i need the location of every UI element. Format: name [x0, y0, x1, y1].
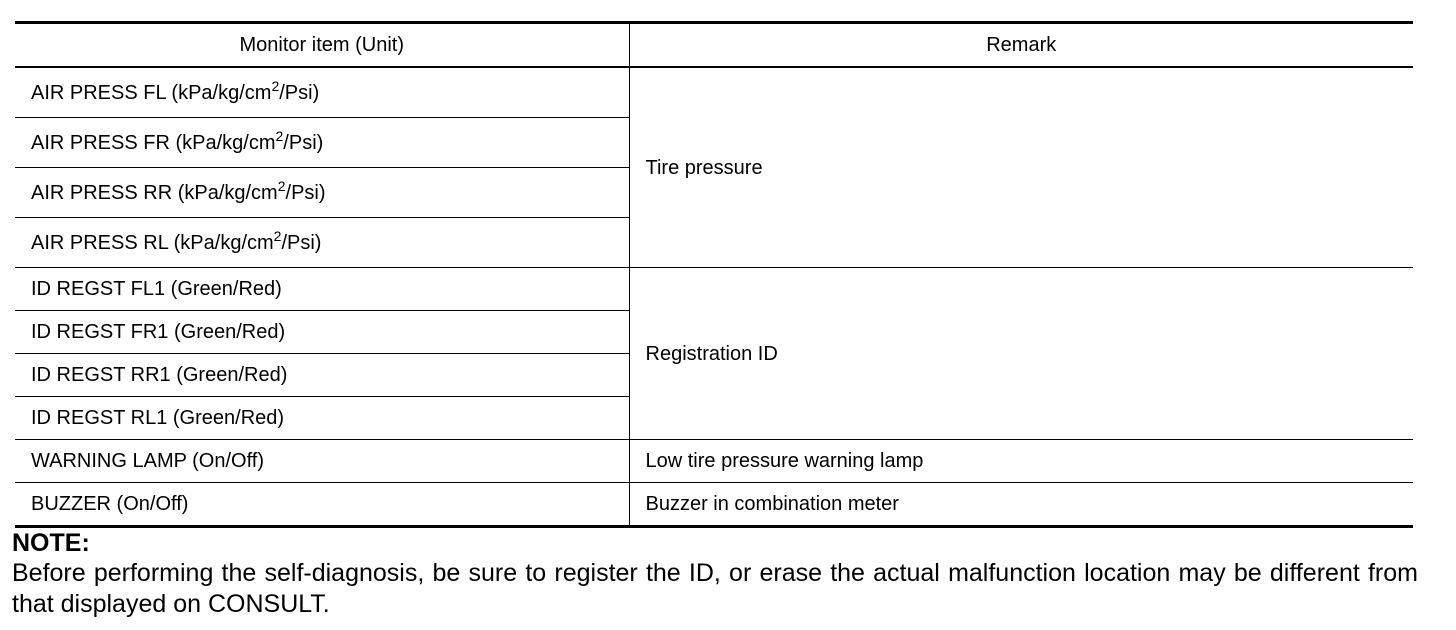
- monitor-item-cell: ID REGST FR1 (Green/Red): [15, 311, 629, 354]
- monitor-item-table: [15, 21, 1413, 528]
- remark-cell: Buzzer in combination meter: [629, 483, 1413, 527]
- note-heading: NOTE:: [12, 529, 90, 557]
- note-section: [12, 528, 1418, 620]
- header-monitor-item: Monitor item (Unit): [15, 23, 629, 68]
- monitor-item-cell: WARNING LAMP (On/Off): [15, 440, 629, 483]
- remark-cell: Tire pressure: [629, 67, 1413, 268]
- note-text: Before performing the self-diagnosis, be sure to register the ID, or erase the actual malfunction location may be different from that displayed on CONSULT.: [12, 559, 1418, 618]
- monitor-item-cell: AIR PRESS RR $(kPa/kg/cm^2/Psi)$: [15, 168, 629, 218]
- table-row: [15, 483, 1413, 527]
- monitor-item-cell: BUZZER (On/Off): [15, 483, 629, 527]
- header-remark: Remark: [629, 23, 1413, 68]
- monitor-item-cell: ID REGST RR1 (Green/Red): [15, 354, 629, 397]
- remark-cell: Registration ID: [629, 268, 1413, 440]
- monitor-item-cell: AIR PRESS FL $(kPa/kg/cm^2/Psi)$: [15, 67, 629, 118]
- monitor-item-cell: ID REGST RL1 (Green/Red): [15, 397, 629, 440]
- table-row: [15, 268, 1413, 311]
- table-row: [15, 67, 1413, 118]
- remark-cell: Low tire pressure warning lamp: [629, 440, 1413, 483]
- monitor-item-cell: ID REGST FL1 (Green/Red): [15, 268, 629, 311]
- monitor-item-cell: AIR PRESS FR $(kPa/kg/cm^2/Psi)$: [15, 118, 629, 168]
- table-header-row: [15, 23, 1413, 68]
- table-row: [15, 440, 1413, 483]
- monitor-item-cell: AIR PRESS RL $(kPa/kg/cm^2/Psi)$: [15, 218, 629, 268]
